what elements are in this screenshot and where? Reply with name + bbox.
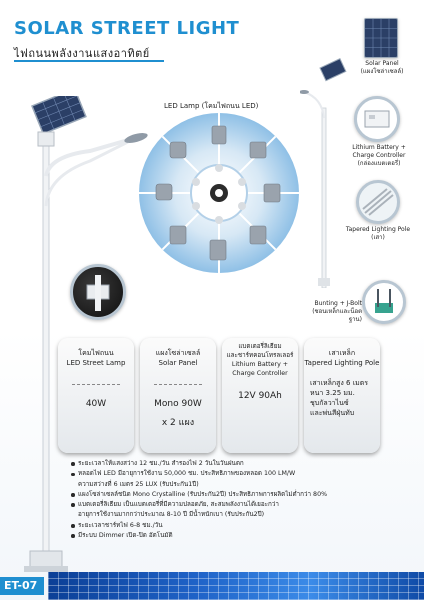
feature-list [70,459,415,541]
list-item: ระยะเวลาให้แสงสว่าง 12 ชม./วัน สำรองไฟ 2 วันในวันฝนตก [70,459,415,469]
card-pole: เสาเหล็ก Tapered Lighting Pole เสาเหล็กสูง 6 เมตร หนา 3.25 มม. ชุบกัลวาไนซ์ และพ่นสีฝุ่นทับ [304,338,380,453]
small-street-light [300,48,360,288]
list-item: ระยะเวลาชาร์ทไฟ 6-8 ชม./วัน [70,521,415,531]
battery-detail-thumbnail [70,264,126,320]
card-led-lamp: โคมไฟถนน LED Street Lamp 40W [58,338,134,453]
pole-thumbnail [356,180,400,224]
led-lamp-wheel [138,112,300,274]
list-item: มีระบบ Dimmer เปิด-ปิด อัตโนมัติ [70,531,415,541]
side-label-solar-panel: Solar Panel (แผงโซล่าเซลล์) [360,60,404,75]
wheel-label: LED Lamp (โคมไฟถนน LED) [164,102,259,110]
list-item: ความสว่างที่ 6 เมตร 25 LUX (รับประกัน1ปี) [78,480,199,488]
left-solar-panel [32,96,86,134]
card-solar-panel: แผงโซล่าเซลล์ Solar Panel Mono 90W x 2 แผง [140,338,216,453]
title-underline [14,60,164,62]
card-divider [154,384,202,385]
spec-cards [58,338,378,453]
pole-icon [359,183,397,221]
list-item: หลอดไฟ LED มีอายุการใช้งาน 50,000 ชม. ประสิทธิภาพของหลอด 100 LM/W [70,469,415,479]
card-divider [72,384,120,385]
j-bolt-icon [365,283,403,321]
solar-panel-icon [365,19,397,57]
battery-box-icon [73,267,123,317]
j-bolt-thumbnail [362,280,406,324]
solar-panel-thumbnail [364,18,398,58]
side-label-j-bolt: Bunting + J-Bolt (ชอนเหล็กและน็อตฐาน) [312,300,362,323]
page-subtitle: ไฟถนนพลังงานแสงอาทิตย์ [14,47,150,60]
side-label-pole: Tapered Lighting Pole (เสา) [345,226,411,241]
battery-box-icon [357,99,397,139]
battery-thumbnail [354,96,400,142]
product-code: ET-07 [0,577,44,595]
card-battery: แบตเตอรี่ลิเธียม และชาร์ทคอนโทรลเลอร์ Lithium Battery + Charge Controller 12V 90Ah [222,338,298,453]
list-item: แบตเตอรี่ลิเธียม เป็นแบตเตอรี่ที่มีความปลอดภัย, สะสมพลังงานได้เยอะกว่า [70,500,415,510]
list-item: อายุการใช้งานมากกว่าประมาณ 8-10 ปี มีน้ำหนักเบา (รับประกัน2ปี) [78,511,265,519]
list-item: แผงโซล่าเซลล์ชนิด Mono Crystalline (รับประกัน2ปี) ประสิทธิภาพการผลิตไม่ต่ำกว่า 80% [70,490,415,500]
solar-panel-strip [48,572,424,600]
page-title: SOLAR STREET LIGHT [14,18,240,39]
side-label-battery: Lithium Battery + Charge Controller (กล่องแบตเตอรี่) [352,144,406,167]
